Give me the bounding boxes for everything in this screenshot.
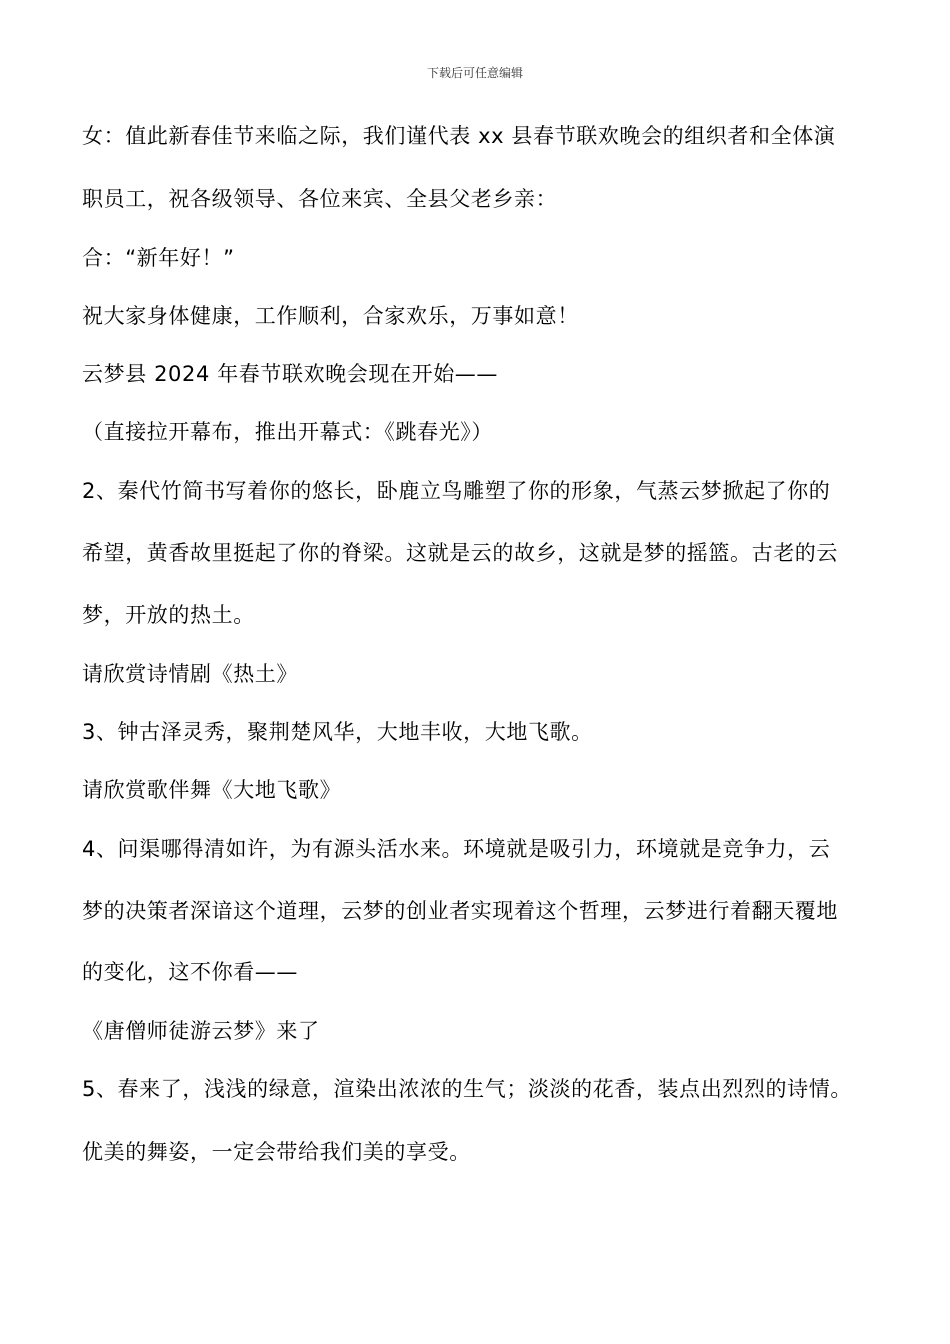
text-line: 5、春来了，浅浅的绿意，渲染出浓浓的生气；淡淡的花香，装点出烈烈的诗情。 [82,1077,852,1101]
text-line: 梦，开放的热土。 [82,603,255,627]
text-line: 梦的决策者深谙这个道理，云梦的创业者实现着这个哲理，云梦进行着翻天覆地 [82,899,838,923]
text-line: 女：值此新春佳节来临之际，我们谨代表 xx 县春节联欢晚会的组织者和全体演 [82,124,836,148]
text-line: 2、秦代竹简书写着你的悠长，卧鹿立鸟雕塑了你的形象，气蒸云梦掀起了你的 [82,479,831,503]
text-line: 职员工，祝各级领导、各位来宾、全县父老乡亲： [82,187,558,211]
header-note: 下载后可任意编辑 [426,66,523,80]
text-line: 4、问渠哪得清如许，为有源头活水来。环境就是吸引力，环境就是竞争力，云 [82,837,831,861]
text-line: 的变化，这不你看—— [82,960,298,984]
text-line: 云梦县 2024 年春节联欢晚会现在开始—— [82,362,498,386]
text-line: （直接拉开幕布，推出开幕式：《跳春光》） [82,420,493,444]
text-line: 祝大家身体健康，工作顺利，合家欢乐，万事如意！ [82,304,579,328]
text-line: 《唐僧师徒游云梦》来了 [82,1019,320,1043]
text-line: 3、钟古泽灵秀，聚荆楚风华，大地丰收，大地飞歌。 [82,720,593,744]
text-line: 请欣赏诗情剧《热土》 [82,662,298,686]
text-line: 希望，黄香故里挺起了你的脊梁。这就是云的故乡，这就是梦的摇篮。古老的云 [82,541,838,565]
text-line: 优美的舞姿，一定会带给我们美的享受。 [82,1140,471,1164]
text-line: 合：“新年好！” [82,246,235,270]
text-line: 请欣赏歌伴舞《大地飞歌》 [82,778,342,802]
